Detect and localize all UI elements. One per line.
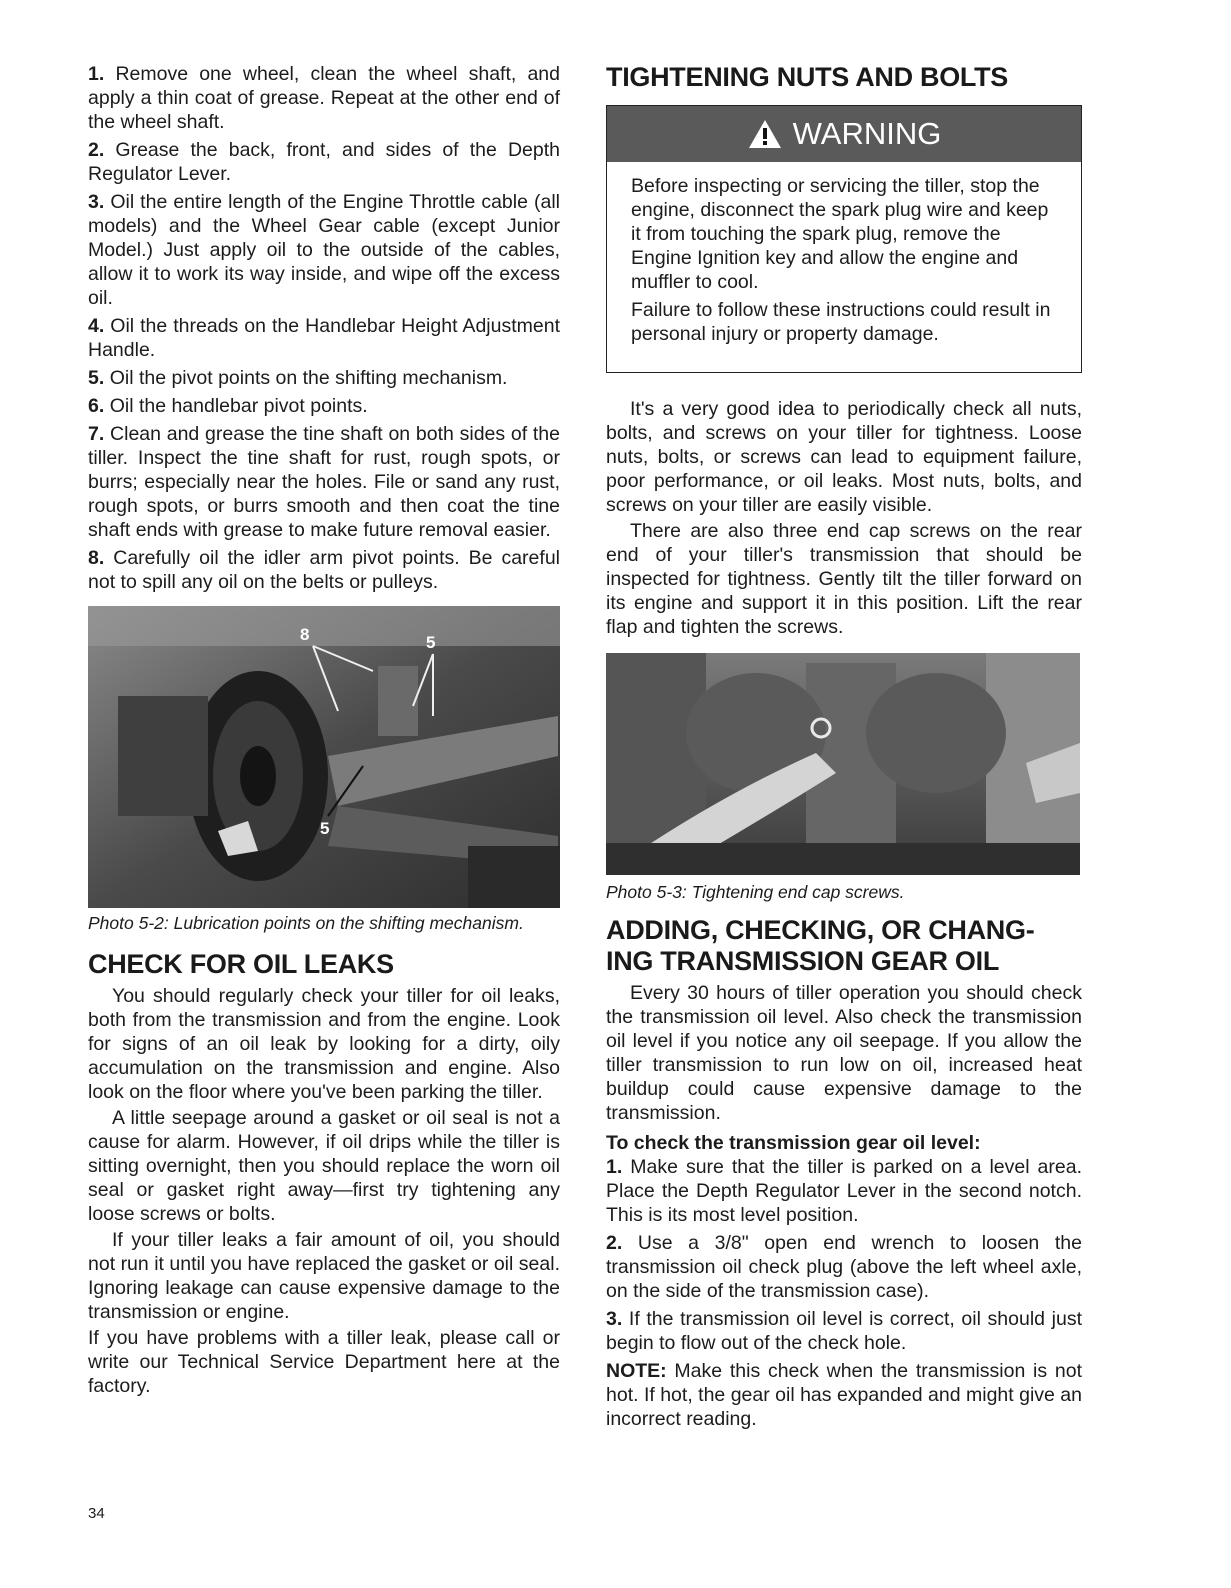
photo-end-cap-screws bbox=[606, 653, 1080, 875]
warning-body bbox=[607, 162, 1081, 372]
subheading: To check the transmission gear oil level: bbox=[606, 1132, 981, 1154]
photo-label: 8 bbox=[300, 625, 310, 644]
left-column bbox=[88, 62, 560, 1398]
section-heading: TIGHTENING NUTS AND BOLTS bbox=[606, 62, 1008, 92]
right-column bbox=[606, 62, 1082, 1431]
warning-text: Failure to follow these instructions could result in personal injury or property damage. bbox=[631, 299, 1051, 345]
lubrication-steps bbox=[88, 62, 560, 594]
photo-label: 5 bbox=[426, 633, 436, 652]
warning-box bbox=[606, 105, 1082, 373]
list-item: 3. Oil the entire length of the Engine Throttle cable (all models) and the Wheel Gear cable (except Junior Model.) Just apply oil to the outside of the cables, allow it to work its way inside, and wipe off the excess oil. bbox=[88, 191, 560, 309]
list-item: 2. Use a 3/8" open end wrench to loosen the transmission oil check plug (above the left wheel axle, on the side of the transmission case). bbox=[606, 1232, 1082, 1302]
list-item: 7. Clean and grease the tine shaft on both sides of the tiller. Inspect the tine shaft for rust, rough spots, or burrs; especially near the holes. File or sand any rust, rough spots, or burrs smooth and then coat the tine shaft ends with grease to make future removal easier. bbox=[88, 423, 560, 541]
section-heading-line1: ADDING, CHECKING, OR CHANG- bbox=[606, 915, 1035, 945]
list-item: 6. Oil the handlebar pivot points. bbox=[88, 395, 368, 417]
list-item: 8. Carefully oil the idler arm pivot points. Be careful not to spill any oil on the belts or pulleys. bbox=[88, 547, 560, 593]
list-item: 4. Oil the threads on the Handlebar Height Adjustment Handle. bbox=[88, 315, 560, 361]
paragraph: There are also three end cap screws on the rear end of your tiller's transmission that should be inspected for tightness. Gently tilt the tiller forward on its engine and support it in this position. Lift the rear flap and tighten the screws. bbox=[606, 520, 1082, 638]
paragraph: Every 30 hours of tiller operation you should check the transmission oil level. Also check the transmission oil level if you notice any oil seepage. If you allow the tiller transmission to run low on oil, increased heat buildup could cause expensive damage to the transmission. bbox=[606, 982, 1082, 1124]
list-item: 3. If the transmission oil level is correct, oil should just begin to flow out of the check hole. bbox=[606, 1308, 1082, 1354]
photo-shifting-mechanism-image bbox=[88, 606, 560, 908]
list-item: 5. Oil the pivot points on the shifting mechanism. bbox=[88, 367, 508, 389]
list-item: 2. Grease the back, front, and sides of the Depth Regulator Lever. bbox=[88, 139, 561, 185]
paragraph: If you have problems with a tiller leak, please call or write our Technical Service Department here at the factory. bbox=[88, 1327, 560, 1397]
list-item: 1. Remove one wheel, clean the wheel shaft, and apply a thin coat of grease. Repeat at the other end of the wheel shaft. bbox=[88, 63, 560, 133]
paragraph: If your tiller leaks a fair amount of oil, you should not run it until you have replaced the gasket or oil seal. Ignoring leakage can cause expensive damage to the transmission or engine. bbox=[88, 1229, 560, 1323]
photo-caption: Photo 5-2: Lubrication points on the shifting mechanism. bbox=[88, 913, 524, 933]
photo-caption: Photo 5-3: Tightening end cap screws. bbox=[606, 882, 905, 902]
section-heading-line2: ING TRANSMISSION GEAR OIL bbox=[606, 946, 1000, 976]
warning-text: Before inspecting or servicing the tiller, stop the engine, disconnect the spark plug wire and keep it from touching the spark plug, remove the Engine Ignition key and allow the engine and muffler to cool. bbox=[631, 175, 1049, 293]
photo-label: 5 bbox=[320, 819, 330, 838]
page-number: 34 bbox=[88, 1505, 105, 1522]
paragraph: A little seepage around a gasket or oil seal is not a cause for alarm. However, if oil drips while the tiller is sitting overnight, then you should replace the worn oil seal or gasket right away—first try tightening any loose screws or bolts. bbox=[88, 1107, 560, 1225]
paragraph: It's a very good idea to periodically check all nuts, bolts, and screws on your tiller for tightness. Loose nuts, bolts, or screws can lead to equipment failure, poor performance, or oil leaks. Most nuts, bolts, and screws on your tiller are easily visible. bbox=[606, 398, 1082, 516]
warning-title: WARNING bbox=[792, 116, 942, 151]
warning-header bbox=[607, 106, 1081, 162]
note: NOTE: Make this check when the transmission is not hot. If hot, the gear oil has expanded and might give an incorrect reading. bbox=[606, 1360, 1082, 1430]
photo-shifting-mechanism bbox=[88, 606, 560, 908]
list-item: 1. Make sure that the tiller is parked on a level area. Place the Depth Regulator Lever in the second notch. This is its most level position. bbox=[606, 1156, 1082, 1226]
section-heading: CHECK FOR OIL LEAKS bbox=[88, 949, 394, 979]
warning-triangle-icon bbox=[747, 118, 783, 150]
paragraph: You should regularly check your tiller for oil leaks, both from the transmission and from the engine. Look for signs of an oil leak by looking for a dirty, oily accumulation on the transmission and engine. Also look on the floor where you've been parking the tiller. bbox=[88, 985, 560, 1103]
photo-end-cap-screws-image bbox=[606, 653, 1080, 875]
